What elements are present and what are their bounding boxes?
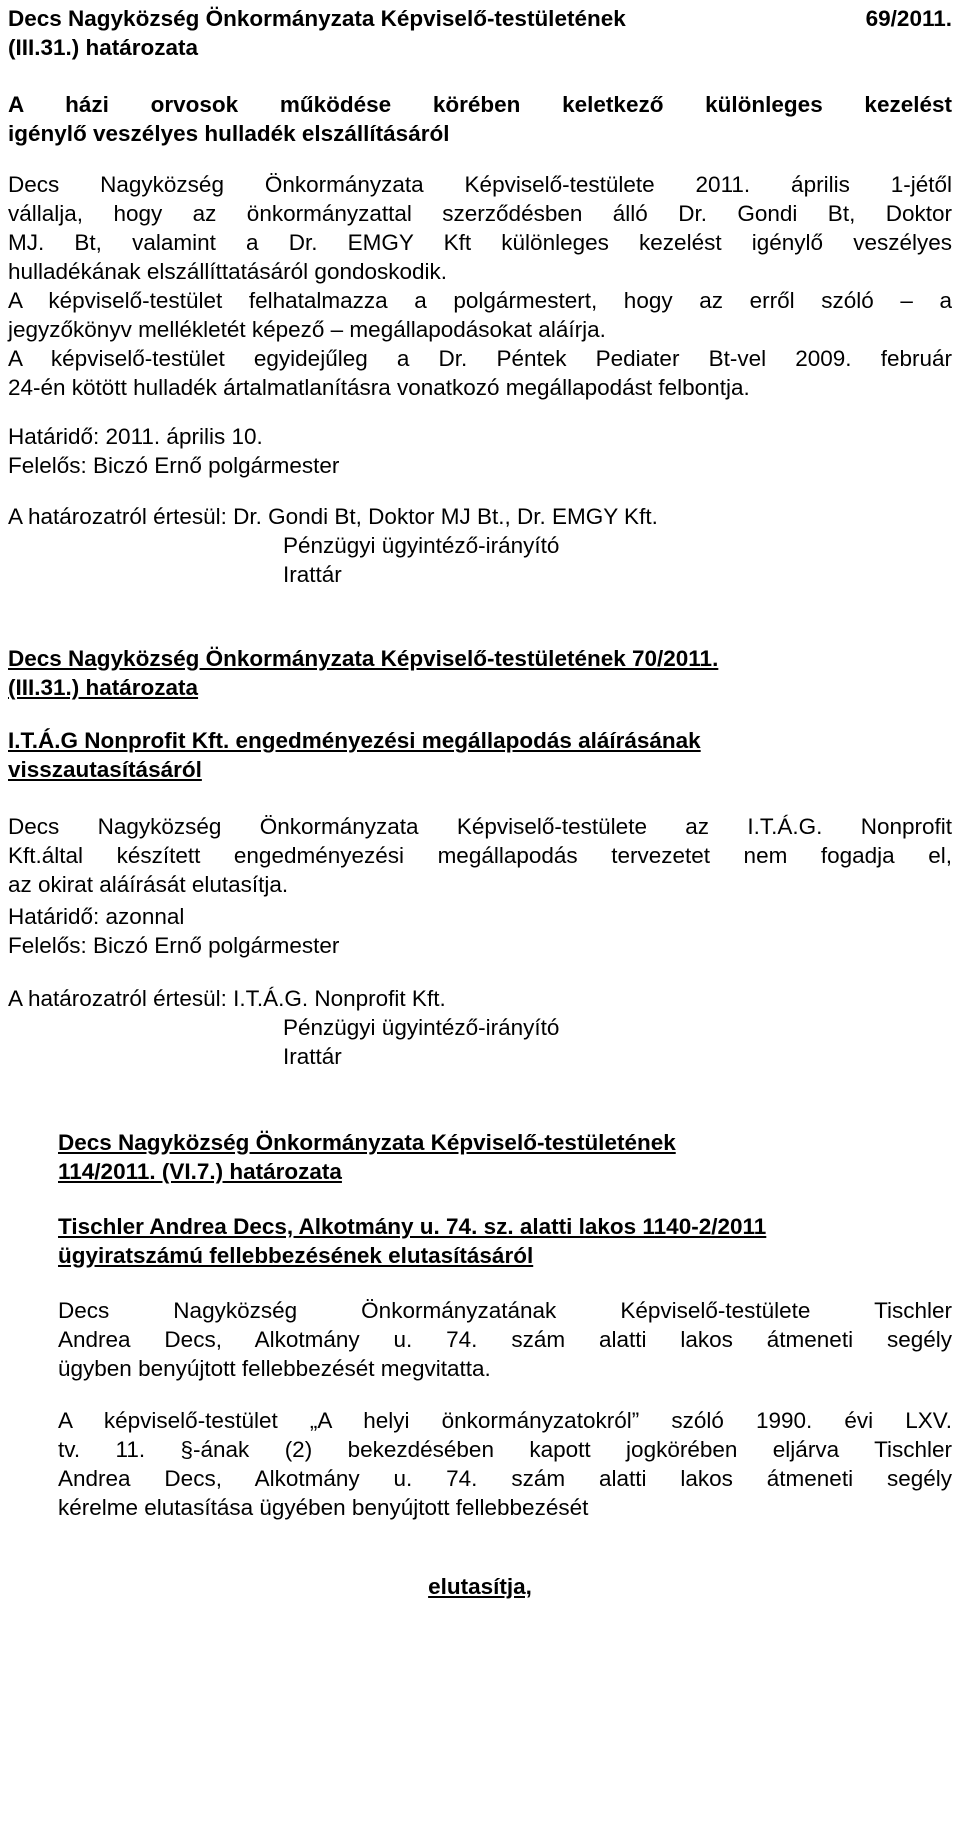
resolution-69-number: 69/2011.	[865, 6, 952, 31]
body-line: A képviselő-testület „A helyi önkormányzatokról” szóló 1990. évi LXV.	[58, 1408, 952, 1433]
resolution-69-body	[8, 170, 952, 402]
resolution-69-notify	[8, 502, 952, 589]
resolution-114-title-line1: Decs Nagyközség Önkormányzata Képviselő-testületének	[58, 1130, 676, 1155]
resolution-69-title-line2: (III.31.) határozata	[8, 35, 199, 60]
body-line: hulladékának elszállíttatásáról gondoskodik.	[8, 259, 448, 284]
resolution-114-paragraph-1	[58, 1296, 952, 1383]
body-line: tv. 11. §-ának (2) bekezdésében kapott jogkörében eljárva Tischler	[58, 1437, 952, 1462]
body-line: Kft.által készített engedményezési megállapodás tervezetet nem fogadja el,	[8, 843, 952, 868]
body-line: Decs Nagyközség Önkormányzatának Képviselő-testülete Tischler	[58, 1298, 952, 1323]
body-line: A képviselő-testület felhatalmazza a polgármestert, hogy az erről szóló – a	[8, 288, 952, 313]
body-line: MJ. Bt, valamint a Dr. EMGY Kft különleges kezelést igénylő veszélyes	[8, 230, 952, 255]
body-line: Andrea Decs, Alkotmány u. 74. szám alatti lakos átmeneti segély	[58, 1466, 952, 1491]
resolution-114-subject-line1: Tischler Andrea Decs, Alkotmány u. 74. sz. alatti lakos 1140-2/2011	[58, 1214, 767, 1239]
resolution-70-subject	[8, 726, 952, 784]
deadline: Határidő: 2011. április 10.	[8, 424, 263, 449]
resolution-70-subject-line1: I.T.Á.G Nonprofit Kft. engedményezési megállapodás aláírásának	[8, 728, 701, 753]
resolution-69-subject-line2: igénylő veszélyes hulladék elszállításáról	[8, 121, 450, 146]
resolution-70-notify	[8, 984, 952, 1071]
body-line: jegyzőkönyv mellékletét képező – megállapodásokat aláírja.	[8, 317, 606, 342]
resolution-114-subject-line2: ügyiratszámú fellebbezésének elutasításáról	[58, 1243, 534, 1268]
resolution-70-title-line2: (III.31.) határozata	[8, 675, 199, 700]
body-line: vállalja, hogy az önkormányzattal szerződésben álló Dr. Gondi Bt, Doktor	[8, 201, 952, 226]
resolution-70-subject-line2: visszautasításáról	[8, 757, 202, 782]
notify-item: Pénzügyi ügyintéző-irányító	[283, 1015, 560, 1040]
decision-word: elutasítja,	[428, 1574, 532, 1599]
resolution-69-title	[8, 4, 952, 62]
notify-first: A határozatról értesül: Dr. Gondi Bt, Doktor MJ Bt., Dr. EMGY Kft.	[8, 504, 658, 529]
body-line: Andrea Decs, Alkotmány u. 74. szám alatti lakos átmeneti segély	[58, 1327, 952, 1352]
notify-item: Irattár	[283, 1044, 342, 1069]
notify-item: Irattár	[283, 562, 342, 587]
resolution-69-subject	[8, 90, 952, 148]
notify-item: Pénzügyi ügyintéző-irányító	[283, 533, 560, 558]
deadline: Határidő: azonnal	[8, 904, 185, 929]
responsible: Felelős: Biczó Ernő polgármester	[8, 933, 340, 958]
resolution-70-title-line1: Decs Nagyközség Önkormányzata Képviselő-testületének 70/2011.	[8, 646, 719, 671]
body-line: 24-én kötött hulladék ártalmatlanításra vonatkozó megállapodást felbontja.	[8, 375, 750, 400]
resolution-114-title-line2: 114/2011. (VI.7.) határozata	[58, 1159, 342, 1184]
responsible: Felelős: Biczó Ernő polgármester	[8, 453, 340, 478]
body-line: Decs Nagyközség Önkormányzata Képviselő-testülete az I.T.Á.G. Nonprofit	[8, 814, 952, 839]
resolution-69-title-left: Decs Nagyközség Önkormányzata Képviselő-testületének	[8, 6, 626, 31]
notify-first: A határozatról értesül: I.T.Á.G. Nonprofit Kft.	[8, 986, 446, 1011]
resolution-69-deadline-block	[8, 422, 952, 480]
resolution-114-title	[58, 1128, 952, 1186]
resolution-114-paragraph-2	[58, 1406, 952, 1522]
body-line: Decs Nagyközség Önkormányzata Képviselő-testülete 2011. április 1-jétől	[8, 172, 952, 197]
resolution-69-title-line1	[8, 4, 952, 33]
resolution-70-body	[8, 812, 952, 899]
body-line: A képviselő-testület egyidejűleg a Dr. Péntek Pediater Bt-vel 2009. február	[8, 346, 952, 371]
resolution-69-subject-line1: A házi orvosok működése körében keletkező különleges kezelést	[8, 92, 952, 117]
resolution-70-deadline-block	[8, 902, 952, 960]
body-line: az okirat aláírását elutasítja.	[8, 872, 289, 897]
resolution-114-subject	[58, 1212, 952, 1270]
resolution-70-title	[8, 644, 952, 702]
body-line: ügyben benyújtott fellebbezését megvitatta.	[58, 1356, 491, 1381]
resolution-114-decision	[0, 1572, 960, 1601]
body-line: kérelme elutasítása ügyében benyújtott fellebbezését	[58, 1495, 589, 1520]
